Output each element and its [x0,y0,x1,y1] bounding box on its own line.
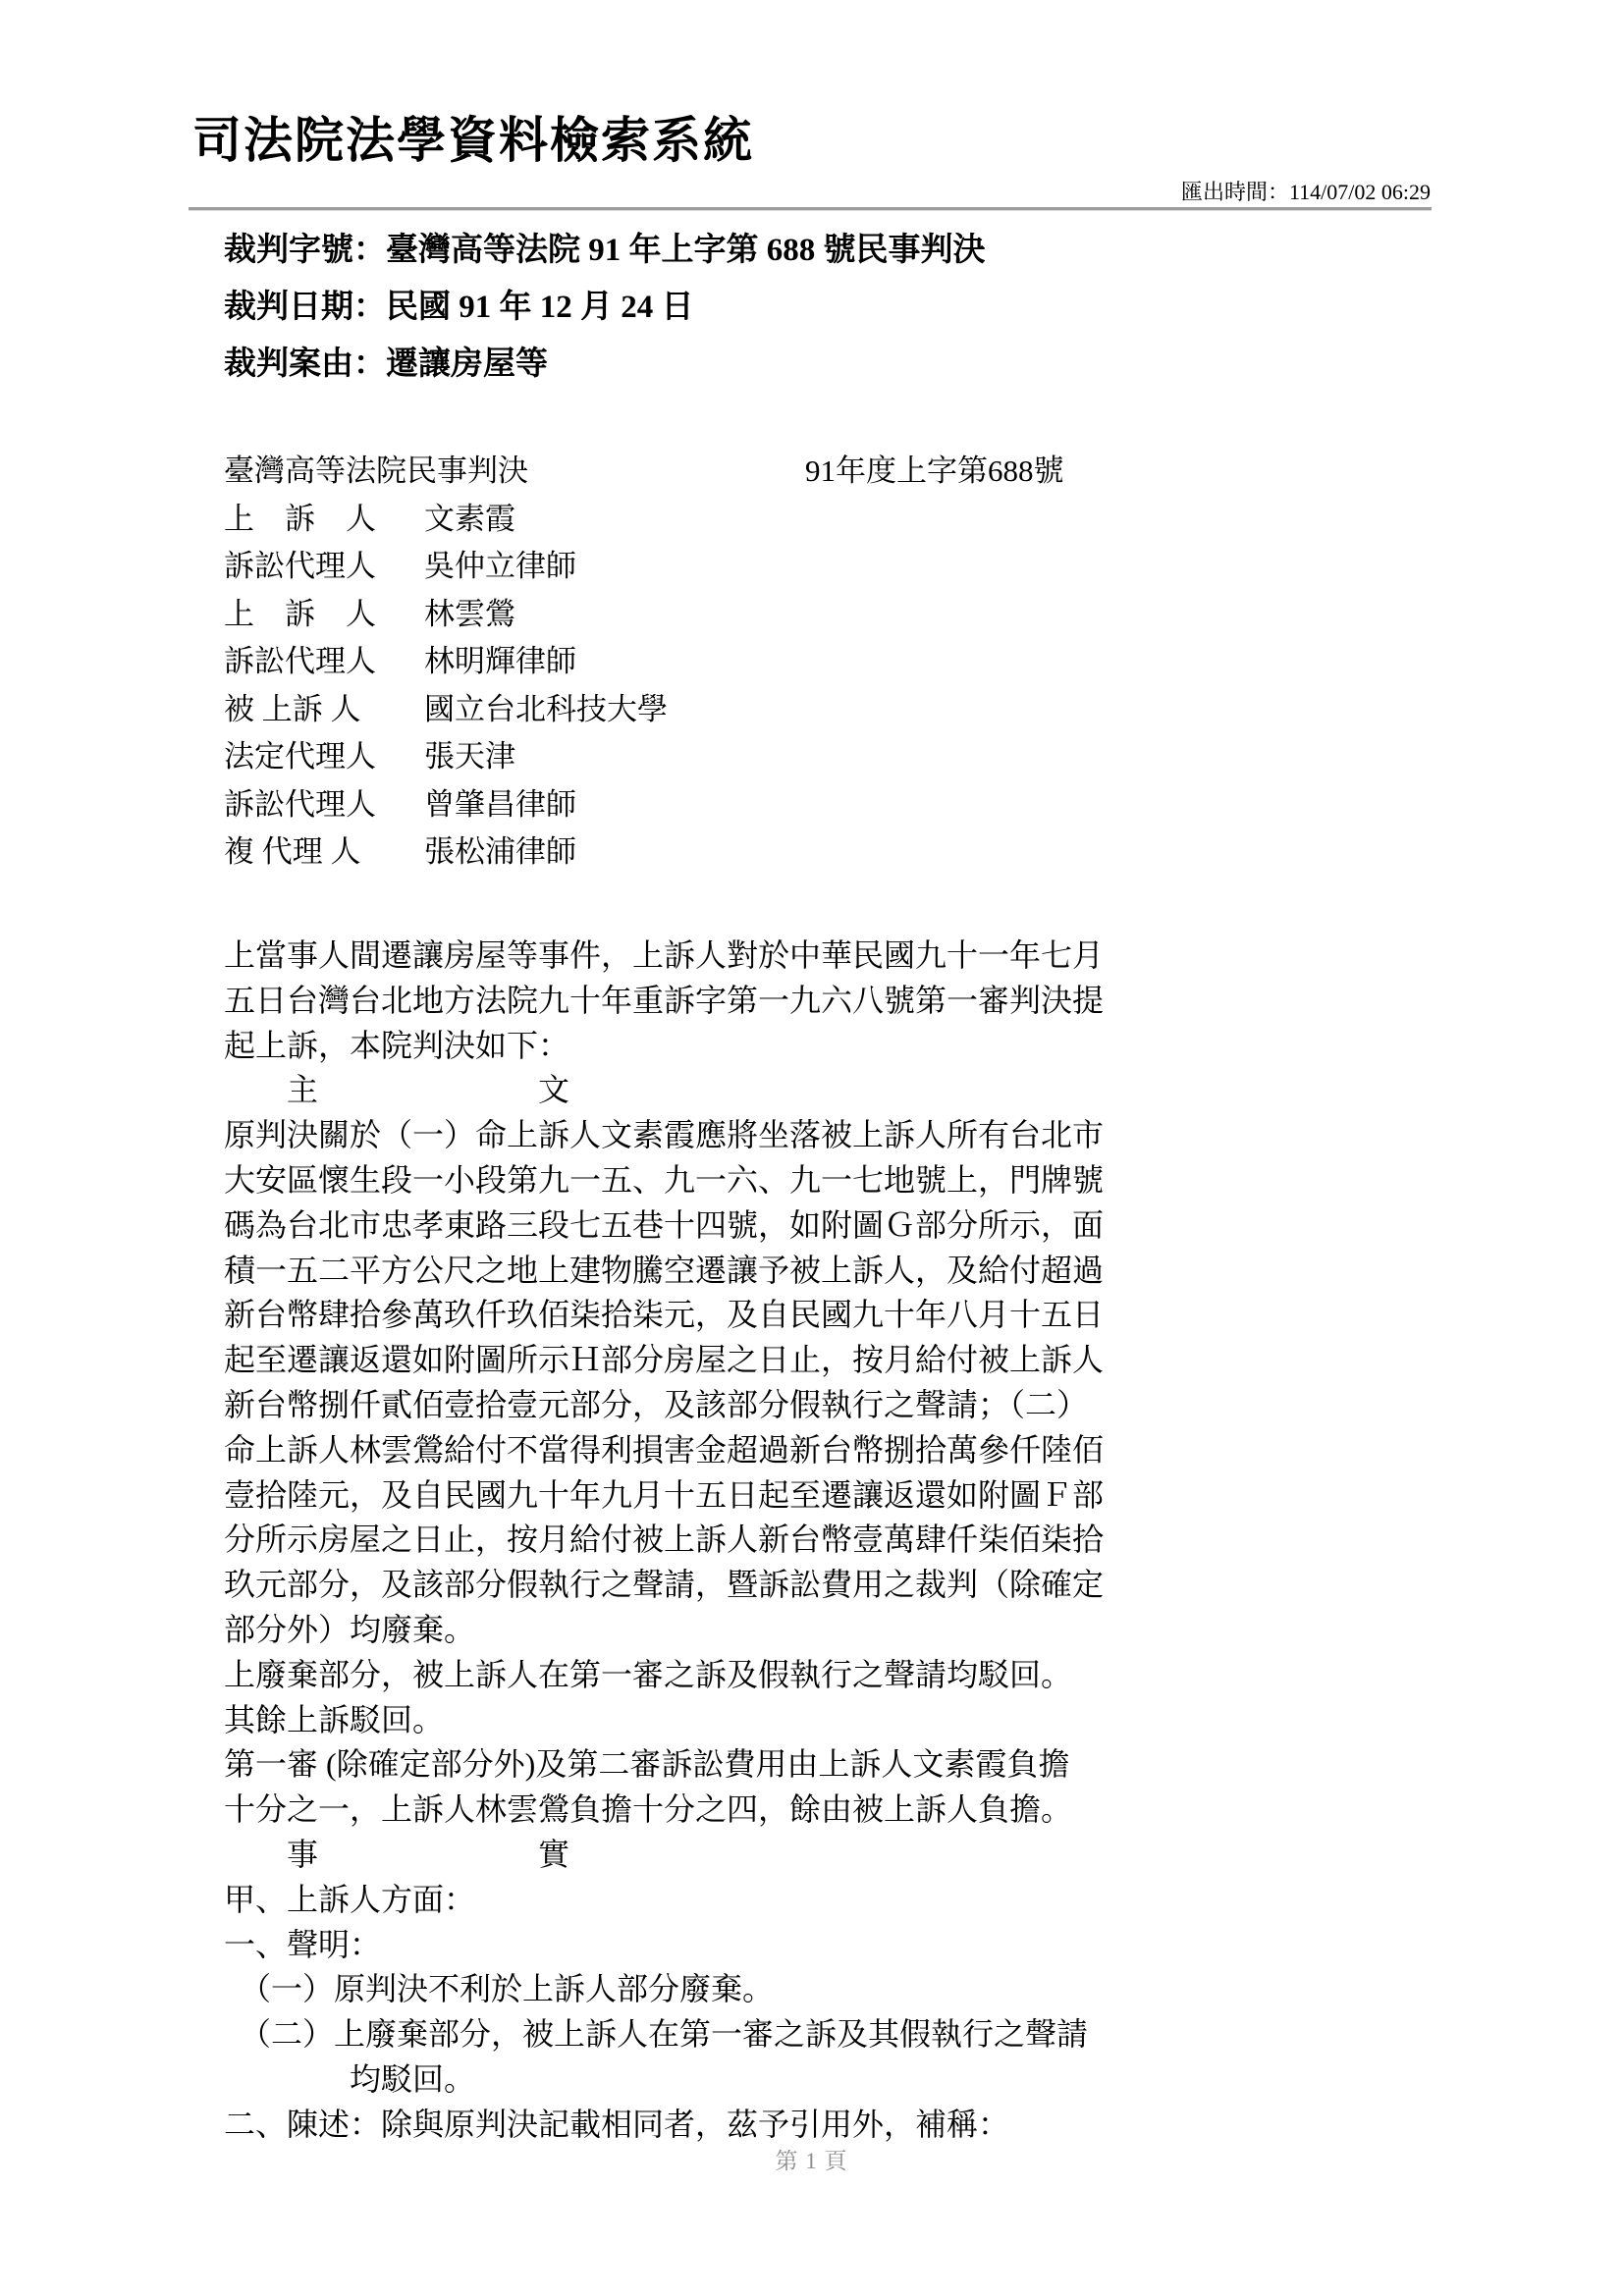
body-line: （二）上廢棄部分，被上訴人在第一審之訴及其假執行之聲請 [224,2016,1089,2053]
body-line: 五日台灣台北地方法院九十年重訴字第一九六八號第一審判決提 [224,982,1105,1018]
body-line: 起至遷讓返還如附圖所示Ｈ部分房屋之日止，按月給付被上訴人 [224,1342,1105,1378]
body-line: 上當事人間遷讓房屋等事件，上訴人對於中華民國九十一年七月 [224,937,1105,973]
body-line: 分所示房屋之日止，按月給付被上訴人新台幣壹萬肆仟柒佰柒拾 [224,1522,1105,1558]
export-time-value: 114/07/02 06:29 [1288,180,1431,204]
party-role-label: 上 訴 人 [224,501,376,536]
docket-number: 91年度上字第688號 [805,454,1064,488]
party-name: 吳仲立律師 [424,549,576,583]
body-line: 一、聲明： [224,1926,382,1962]
body-line-main-text-heading: 主 文 [224,1072,570,1108]
page-number: 第 1 頁 [775,2149,848,2173]
header-divider [189,207,1432,211]
party-role-label: 訴訟代理人 [224,644,376,678]
meta-case-number-label: 裁判字號： [224,233,386,268]
party-name: 林明輝律師 [424,644,576,678]
party-name: 張天津 [424,739,515,774]
party-row [224,781,668,829]
party-role-label: 複 代理 人 [224,834,361,869]
metadata-block [224,222,986,393]
body-line: 玖元部分，及該部分假執行之聲請，暨訴訟費用之裁判（除確定 [224,1567,1105,1603]
body-line: 命上訴人林雲鶯給付不當得利損害金超過新台幣捌拾萬參仟陸佰 [224,1431,1105,1468]
party-name: 曾肇昌律師 [424,786,576,822]
party-name: 文素霞 [424,501,515,536]
meta-case-number-value: 臺灣高等法院 91 年上字第 688 號民事判決 [386,233,986,268]
meta-cause-label: 裁判案由： [224,347,386,382]
body-line: 大安區懷生段一小段第九一五、九一六、九一七地號上，門牌號 [224,1161,1105,1198]
party-role-label: 訴訟代理人 [224,549,376,583]
body-line: 原判決關於（一）命上訴人文素霞應將坐落被上訴人所有台北市 [224,1117,1105,1153]
meta-judgment-date [224,279,986,336]
export-time-label: 匯出時間： [1180,180,1289,204]
court-title-line [224,448,1064,496]
body-line: 其餘上訴駁回。 [224,1701,445,1737]
body-line: 碼為台北市忠孝東路三段七五巷十四號，如附圖Ｇ部分所示，面 [224,1206,1105,1243]
export-timestamp [1181,180,1431,204]
judgment-body [224,934,1104,2148]
party-role-label: 上 訴 人 [224,596,376,631]
body-line: 二、陳述：除與原判決記載相同者，茲予引用外，補稱： [224,2106,1010,2142]
body-line: 積一五二平方公尺之地上建物騰空遷讓予被上訴人，及給付超過 [224,1252,1105,1288]
party-role-label: 訴訟代理人 [224,786,376,822]
party-row [224,496,668,544]
body-line: 上廢棄部分，被上訴人在第一審之訴及假執行之聲請均駁回。 [224,1656,1073,1692]
body-line: 新台幣肆拾參萬玖仟玖佰柒拾柒元，及自民國九十年八月十五日 [224,1297,1105,1333]
party-row [224,543,668,591]
party-name: 林雲鶯 [424,596,515,631]
meta-judgment-date-label: 裁判日期： [224,290,386,325]
body-line: 甲、上訴人方面： [224,1881,476,1917]
party-row [224,591,668,639]
body-line: 部分外）均廢棄。 [224,1611,476,1647]
party-row [224,733,668,781]
body-line: 新台幣捌仟貳佰壹拾壹元部分，及該部分假執行之聲請；（二） [224,1386,1089,1422]
meta-case-number [224,222,986,279]
court-and-parties-block [224,448,1064,877]
body-line: 十分之一，上訴人林雲鶯負擔十分之四，餘由被上訴人負擔。 [224,1791,1073,1828]
meta-cause [224,336,986,393]
party-row [224,828,668,877]
page-title: 司法院法學資料檢索系統 [192,113,754,168]
body-line: （一）原判決不利於上訴人部分廢棄。 [224,1971,775,2007]
party-name: 國立台北科技大學 [424,691,668,726]
party-row [224,638,668,686]
body-line: 第一審 (除確定部分外)及第二審訴訟費用由上訴人文素霞負擔 [224,1746,1070,1783]
meta-judgment-date-value: 民國 91 年 12 月 24 日 [386,290,694,325]
party-row [224,686,668,734]
body-line-facts-heading: 事 實 [224,1836,570,1872]
body-line: 起上訴，本院判決如下： [224,1027,570,1063]
party-role-label: 法定代理人 [224,739,376,774]
meta-cause-value: 遷讓房屋等 [386,347,548,382]
party-role-label: 被 上訴 人 [224,691,361,726]
body-line: 均駁回。 [224,2060,476,2097]
party-name: 張松浦律師 [424,834,576,869]
body-line: 壹拾陸元，及自民國九十年九月十五日起至遷讓返還如附圖Ｆ部 [224,1476,1105,1513]
court-name: 臺灣高等法院民事判決 [224,454,528,488]
